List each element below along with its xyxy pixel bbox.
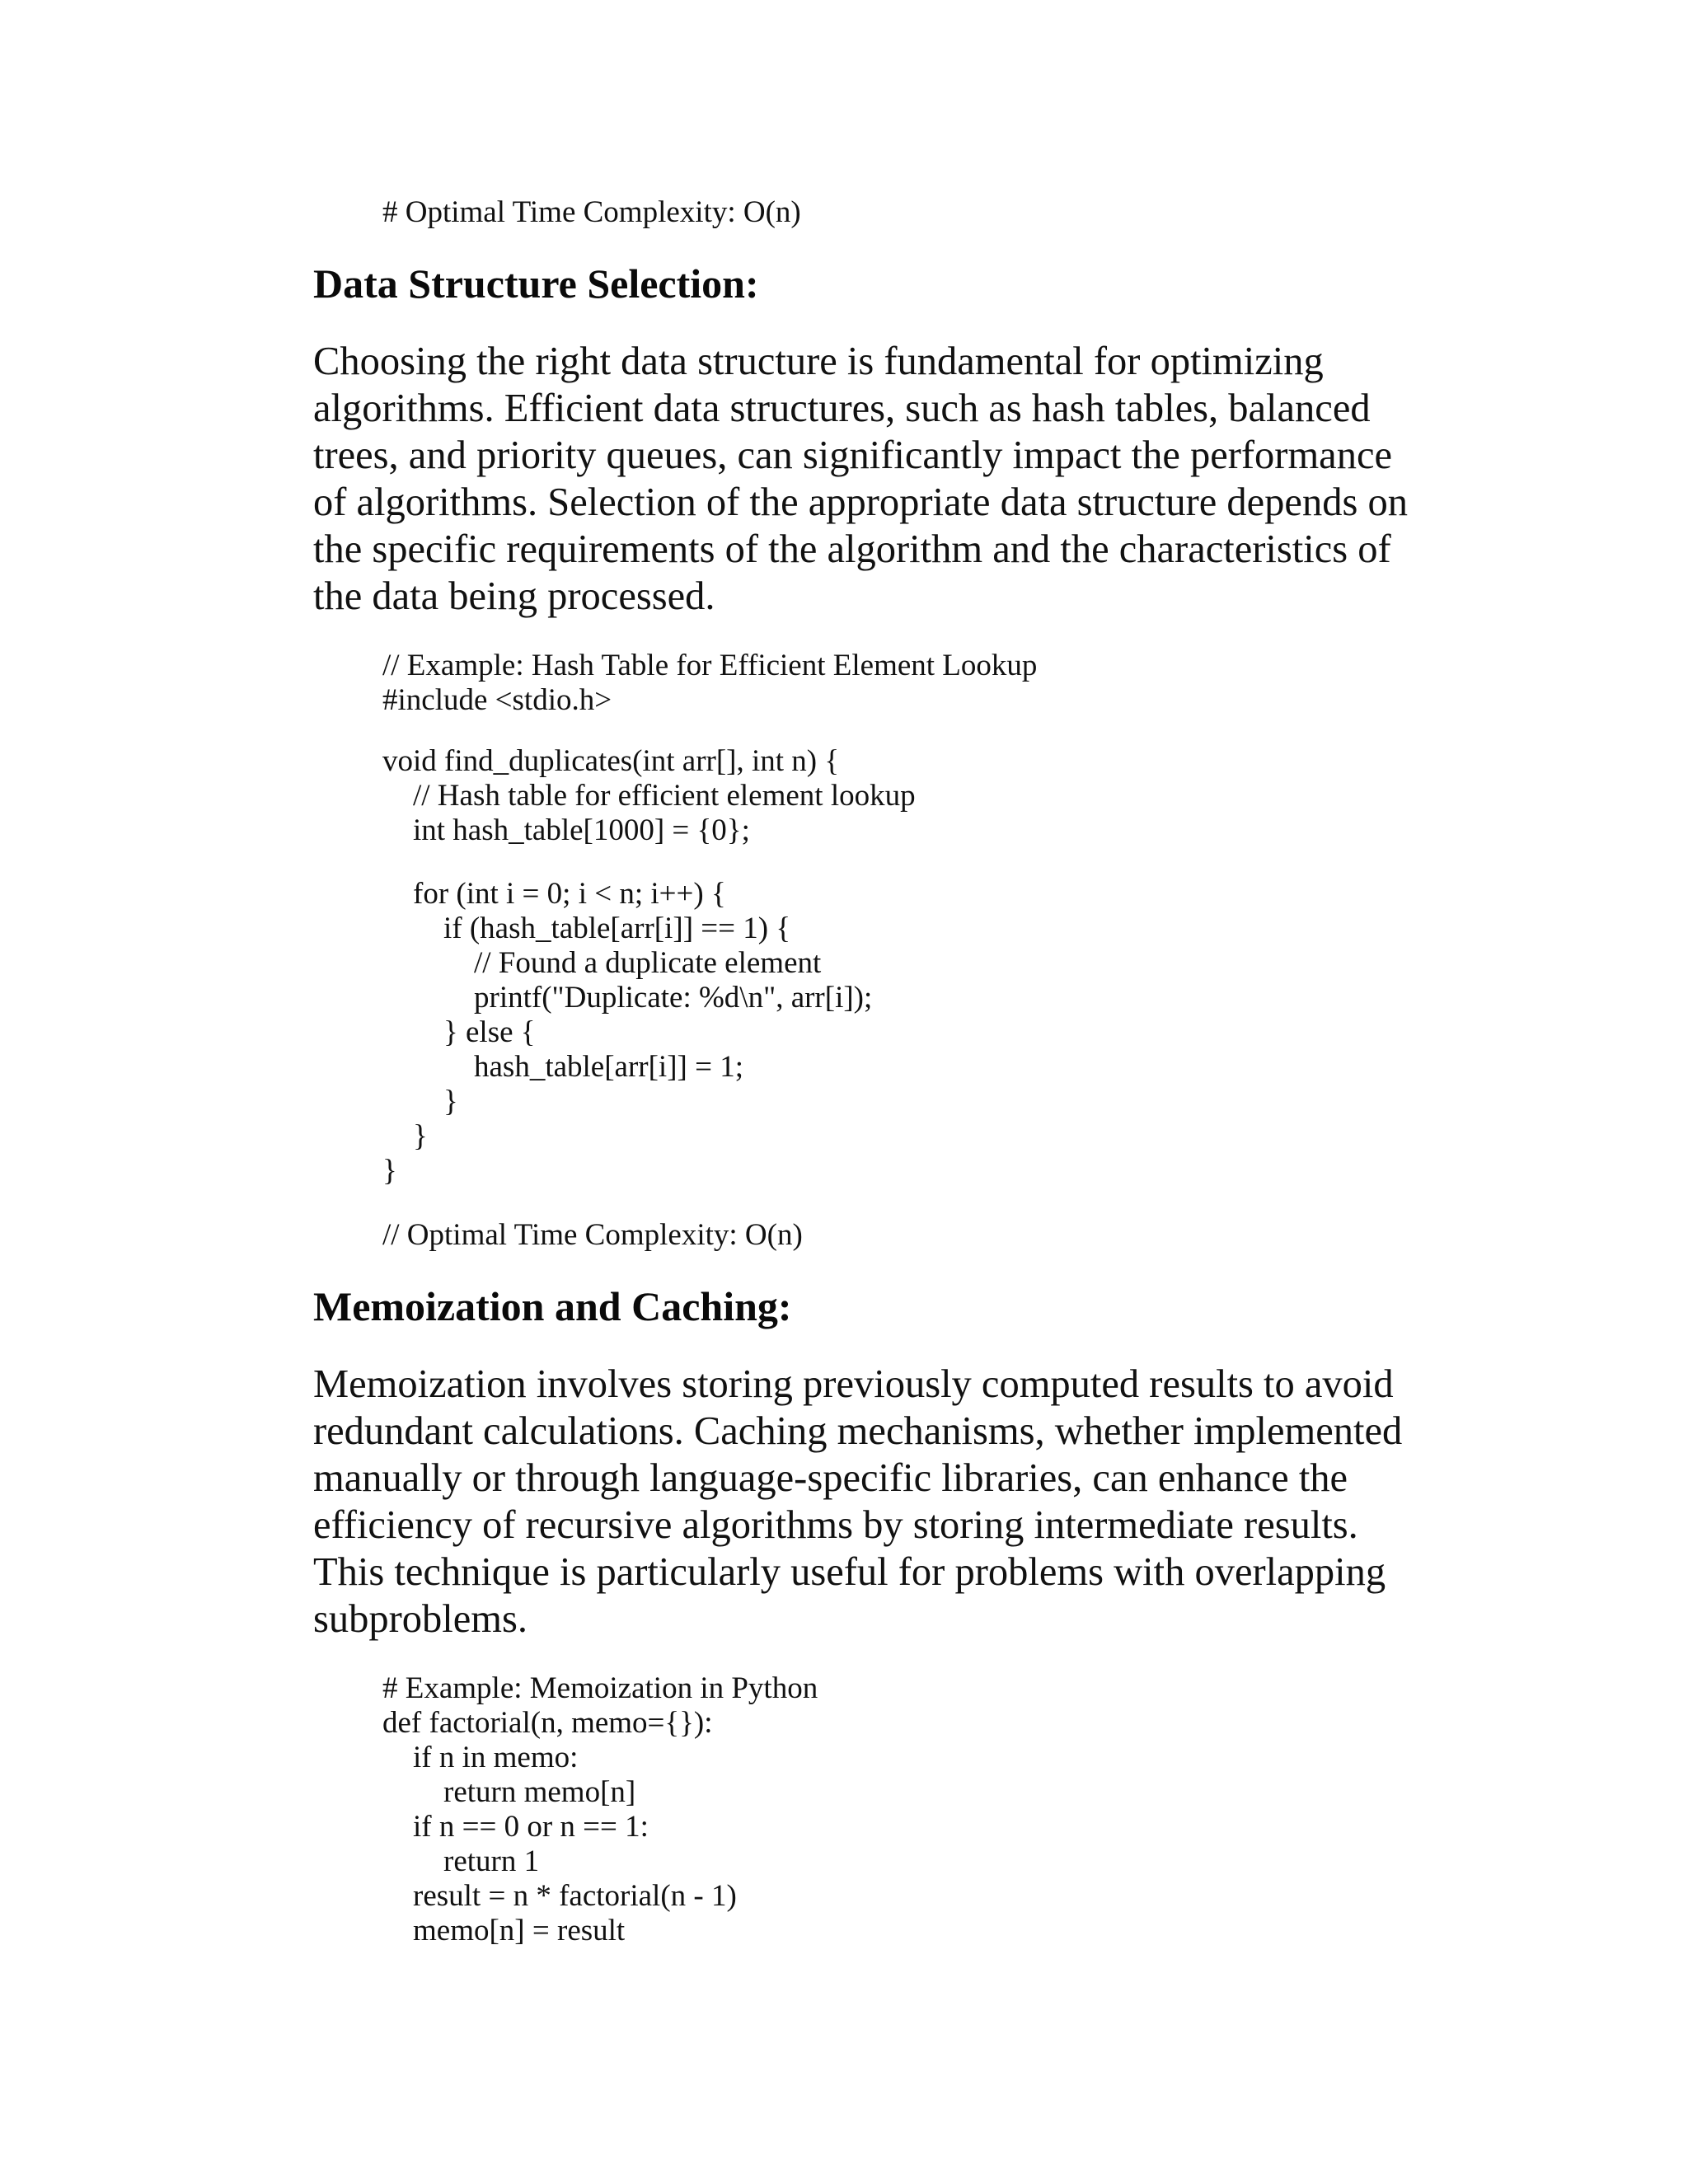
paragraph-line: the data being processed. [313, 574, 715, 618]
heading-memoization-and-caching: Memoization and Caching: [313, 1283, 792, 1329]
code-line: return memo[n] [382, 1775, 636, 1809]
paragraph-line: algorithms. Efficient data structures, such as hash tables, balanced [313, 387, 1371, 430]
code-line: hash_table[arr[i]] = 1; [382, 1050, 744, 1084]
code-line: // Example: Hash Table for Efficient Element Lookup [382, 649, 1038, 682]
code-line: def factorial(n, memo={}): [382, 1706, 713, 1740]
code-line-top-complexity: # Optimal Time Complexity: O(n) [382, 195, 801, 229]
paragraph-line: the specific requirements of the algorithm and the characteristics of [313, 527, 1391, 571]
paragraph-line: trees, and priority queues, can significantly impact the performance [313, 434, 1393, 477]
code-line: memo[n] = result [382, 1914, 626, 1947]
paragraph-line: of algorithms. Selection of the appropriate data structure depends on [313, 480, 1408, 524]
code-line: return 1 [382, 1844, 540, 1878]
code-line: } else { [382, 1015, 536, 1049]
code-line: if n == 0 or n == 1: [382, 1810, 649, 1844]
code-line: int hash_table[1000] = {0}; [382, 813, 750, 847]
code-line: } [382, 1154, 397, 1188]
paragraph-line: redundant calculations. Caching mechanisms, whether implemented [313, 1409, 1403, 1453]
code-line: // Found a duplicate element [382, 946, 822, 980]
paragraph-line: subproblems. [313, 1597, 528, 1641]
paragraph-line: This technique is particularly useful for problems with overlapping [313, 1550, 1386, 1594]
paragraph-line: Choosing the right data structure is fundamental for optimizing [313, 340, 1324, 383]
code-line: if (hash_table[arr[i]] == 1) { [382, 912, 791, 945]
paragraph-line: manually or through language-specific libraries, can enhance the [313, 1456, 1348, 1500]
code-line: // Hash table for efficient element lookup [382, 779, 916, 813]
code-line: for (int i = 0; i < n; i++) { [382, 877, 726, 911]
heading-data-structure-selection: Data Structure Selection: [313, 260, 759, 307]
code-line: if n in memo: [382, 1741, 579, 1774]
code-line: } [382, 1119, 428, 1153]
code-line: # Example: Memoization in Python [382, 1671, 818, 1705]
code-line: // Optimal Time Complexity: O(n) [382, 1218, 803, 1252]
code-line: printf("Duplicate: %d\n", arr[i]); [382, 981, 873, 1015]
code-line: #include <stdio.h> [382, 683, 612, 717]
code-line: void find_duplicates(int arr[], int n) { [382, 744, 840, 778]
code-line: } [382, 1085, 458, 1118]
paragraph-line: Memoization involves storing previously computed results to avoid [313, 1362, 1394, 1406]
paragraph-line: efficiency of recursive algorithms by storing intermediate results. [313, 1503, 1358, 1547]
code-line: result = n * factorial(n - 1) [382, 1879, 737, 1913]
